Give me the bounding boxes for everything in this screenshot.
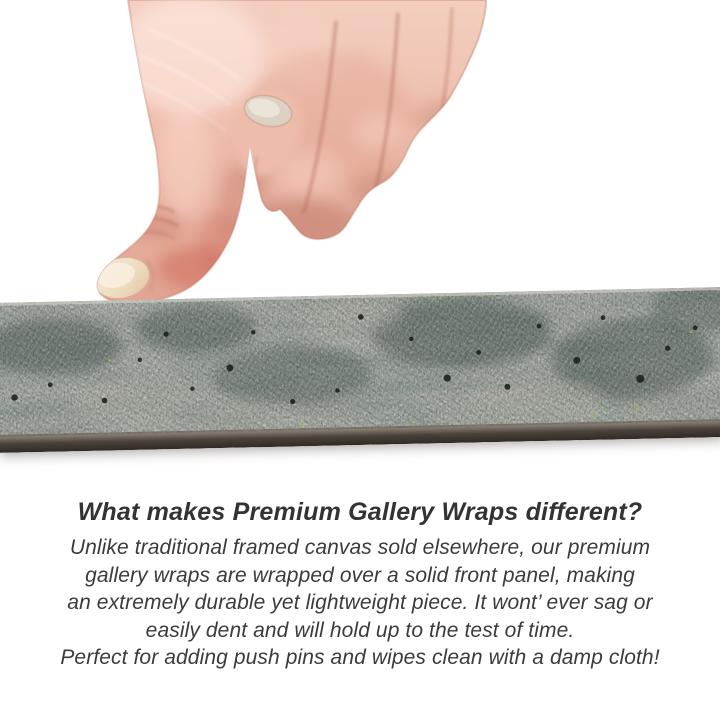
canvas-edge-illustration [0,287,720,453]
heading: What makes Premium Gallery Wraps different? [77,498,643,526]
body-line-2: gallery wraps are wrapped over a solid front panel, making [85,563,635,587]
body-line-4: easily dent and will hold up to the test of time. [145,618,575,642]
body-line-3: an extremely durable yet lightweight piece. It wont’ ever sag or [67,591,653,614]
hand-illustration [0,0,520,312]
body-line-1: Unlike traditional framed canvas sold elsewhere, our premium [69,536,651,559]
canvas-wrap-edge-photo [0,287,720,453]
hand-pressing-canvas-photo [0,0,520,312]
description-text [0,497,720,672]
body-line-5: Perfect for adding push pins and wipes clean with a damp cloth! [60,646,660,669]
